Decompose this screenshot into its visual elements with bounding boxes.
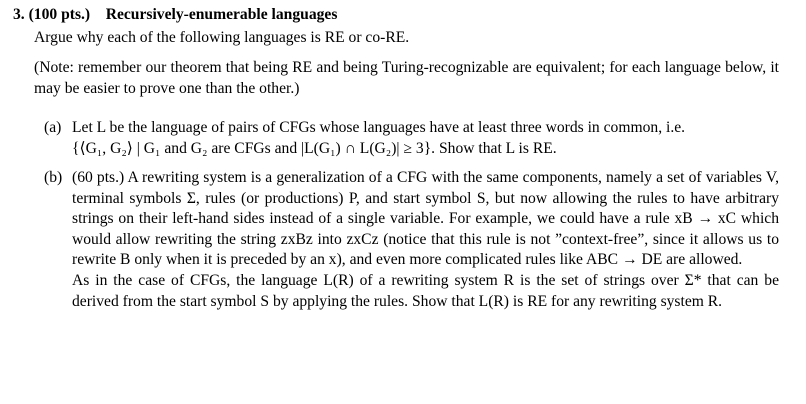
part-b — [44, 168, 779, 312]
part-a — [44, 118, 779, 159]
part-b-text-1: (60 pts.) A rewriting system is a generalization of a CFG with the same components, namely a set of variables V, terminal symbols Σ, rules (or productions) P, and start symbol S, but now allowing the rules to have arbitrary strings on their left-hand sides instead of a single variable. For example, we could have a rule xB → xC which would allow rewriting the string zxBz into zxCz (notice that this rule is not ”context-free”, since it allows us to rewrite B only when it is preceded by an x), and even more complicated rules like ABC → DE are allowed. — [72, 169, 779, 269]
part-a-text-2: {⟨G₁, G₂⟩ | G₁ and G₂ are CFGs and |L(G₁) ∩ L(G₂)| ≥ 3}. Show that L is RE. — [72, 139, 557, 157]
part-b-text-2: As in the case of CFGs, the language L(R) of a rewriting system R is the set of strings over Σ* that can be derived from the start symbol S by applying the rules. Show that L(R) is RE for any rewriting system R. — [72, 271, 779, 310]
part-a-text-1: Let L be the language of pairs of CFGs whose languages have at least three words in common, i.e. — [72, 119, 686, 136]
part-b-body — [72, 168, 779, 312]
part-a-body — [72, 118, 779, 159]
part-a-label: (a) — [44, 119, 62, 136]
problem-heading: 3. (100 pts.) Recursively-enumerable languages — [13, 6, 338, 23]
problem-note: (Note: remember our theorem that being RE and being Turing-recognizable are equivalent; for each language below, it may be easier to prove one than the other.) — [34, 59, 779, 97]
part-b-label: (b) — [44, 169, 63, 186]
problem-intro: Argue why each of the following languages is RE or co-RE. — [34, 29, 410, 46]
